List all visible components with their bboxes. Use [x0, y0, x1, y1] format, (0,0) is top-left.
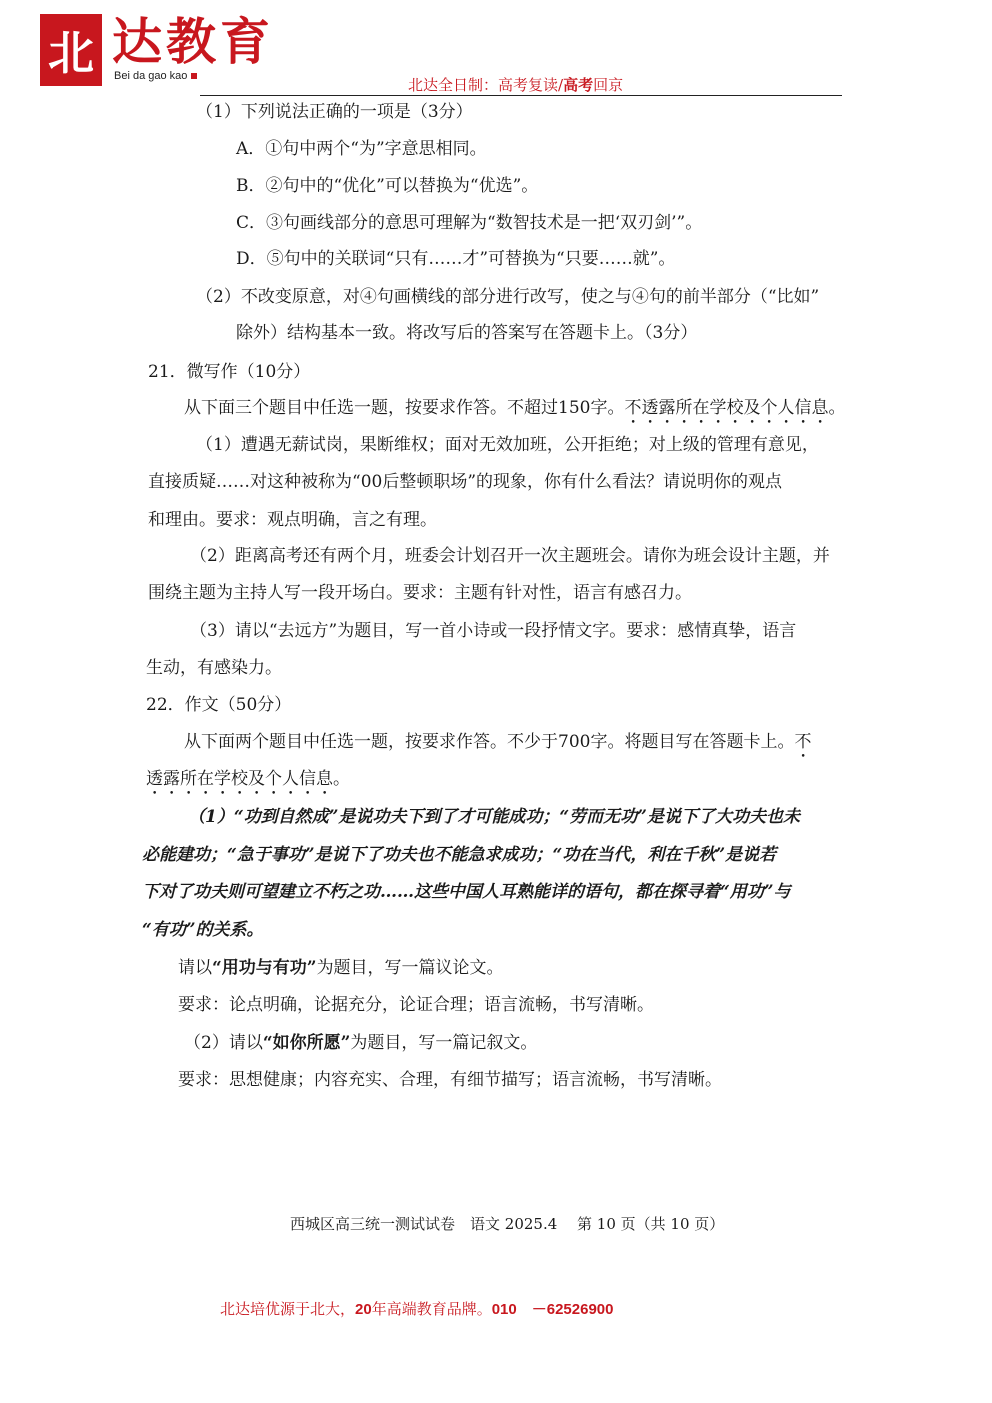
q20-sub2-line2: 除外）结构基本一致。将改写后的答案写在答题卡上。（3分） [236, 323, 698, 343]
q22-intro-line1 [184, 730, 811, 762]
q22-prompt1-requirement: 要求：论点明确，论据充分，论证合理；语言流畅，书写清晰。 [178, 995, 654, 1015]
q22-p2-a: （2）请以 [184, 1033, 263, 1053]
logo-subtitle-text: Bei da gao kao [114, 70, 188, 82]
page-footer-exam: 西城区高三统一测试试卷 语文 2025.4 第 10 页（共 10 页） [290, 1215, 725, 1233]
q21-intro-c: 。 [828, 398, 846, 418]
q22-p2-topic: “如你所愿” [262, 1033, 351, 1053]
ad-part-a: 北达培优源于北大， [220, 1300, 356, 1318]
q20-sub2-line1: （2）不改变原意，对④句画横线的部分进行改写，使之与④句的前半部分（“比如” [196, 287, 820, 307]
logo-square-icon [191, 73, 197, 79]
header-divider [200, 95, 842, 96]
q22-task-c: 为题目，写一篇议论文。 [316, 958, 504, 978]
q22-prompt1-line1: （1）“功到自然成”是说功夫下到了才可能成功；“劳而无功”是说下了大功夫也未 [188, 807, 800, 827]
logo-mark: 北 [40, 14, 102, 86]
q20-option-b: B．②句中的“优化”可以替换为“优选”。 [236, 176, 539, 196]
q20-option-d: D．⑤句中的关联词“只有……才”可替换为“只要……就”。 [236, 249, 676, 269]
q22-p2-c: 为题目，写一篇记叙文。 [350, 1033, 538, 1053]
slogan-part-c: 回京 [593, 76, 624, 94]
header-slogan [408, 74, 623, 95]
logo-subtitle [114, 70, 197, 82]
ad-part-b: 20 [355, 1301, 372, 1318]
q20-option-c: C．③句画线部分的意思可理解为“数智技术是一把‘双刃剑’”。 [236, 213, 703, 233]
q22-intro-line2 [146, 767, 350, 799]
slogan-part-a: 北达全日制：高考复读/ [408, 76, 564, 94]
ad-part-c: 年高端教育品牌。 [371, 1300, 492, 1318]
q22-prompt2-requirement: 要求：思想健康；内容充实、合理，有细节描写；语言流畅，书写清晰。 [178, 1070, 722, 1090]
q21-topic1-line1: （1）遭遇无薪试岗，果断维权；面对无效加班，公开拒绝；对上级的管理有意见， [196, 435, 819, 455]
q22-prompt1-line2: 必能建功；“急于事功”是说下了功夫也不能急求成功；“功在当代，利在千秋”是说若 [142, 845, 777, 865]
q22-prompt1-line4: “有功”的关系。 [142, 920, 264, 940]
q21-intro-a: 从下面三个题目中任选一题，按要求作答。不超过150字。 [184, 398, 625, 418]
q22-intro-l1a: 从下面两个题目中任选一题，按要求作答。不少于700字。将题目写在答题卡上。 [184, 732, 795, 752]
q22-intro-l1-emphasis: 不 [794, 732, 812, 752]
q21-intro-emphasis: 不透露所在学校及个人信息 [624, 398, 829, 418]
q22-task-topic: “用功与有功” [212, 958, 317, 978]
q22-title: 22．作文（50分） [146, 695, 292, 715]
q21-intro [184, 396, 845, 428]
q22-task-a: 请以 [178, 958, 212, 978]
q22-intro-l2-emphasis: 透露所在学校及个人信息 [146, 769, 333, 789]
q22-prompt1-line3: 下对了功夫则可望建立不朽之功……这些中国人耳熟能详的语句，都在探寻着“用功”与 [142, 882, 791, 902]
q21-topic2-line2: 围绕主题为主持人写一段开场白。要求：主题有针对性，语言有感召力。 [148, 583, 692, 603]
q21-title: 21．微写作（10分） [148, 362, 311, 382]
q22-prompt2-task [184, 1031, 537, 1055]
q21-topic3-line1: （3）请以“去远方”为题目，写一首小诗或一段抒情文字。要求：感情真挚，语言 [190, 621, 797, 641]
q21-topic2-line1: （2）距离高考还有两个月，班委会计划召开一次主题班会。请你为班会设计主题，并 [190, 546, 830, 566]
q21-topic3-line2: 生动，有感染力。 [146, 658, 282, 678]
q22-intro-l2b: 。 [333, 769, 350, 789]
footer-advert [220, 1298, 613, 1319]
q20-sub1-stem: （1）下列说法正确的一项是（3分） [196, 102, 473, 122]
logo-name: 达教育 [112, 13, 274, 71]
ad-phone: 010 －62526900 [491, 1301, 614, 1318]
slogan-part-b: 高考 [563, 76, 594, 94]
q21-topic1-line3: 和理由。要求：观点明确，言之有理。 [148, 510, 437, 530]
q21-topic1-line2: 直接质疑……对这种被称为“00后整顿职场”的现象，你有什么看法？请说明你的观点 [148, 472, 783, 492]
q22-prompt1-task [178, 956, 504, 980]
q20-option-a: A．①句中两个“为”字意思相同。 [236, 139, 487, 159]
